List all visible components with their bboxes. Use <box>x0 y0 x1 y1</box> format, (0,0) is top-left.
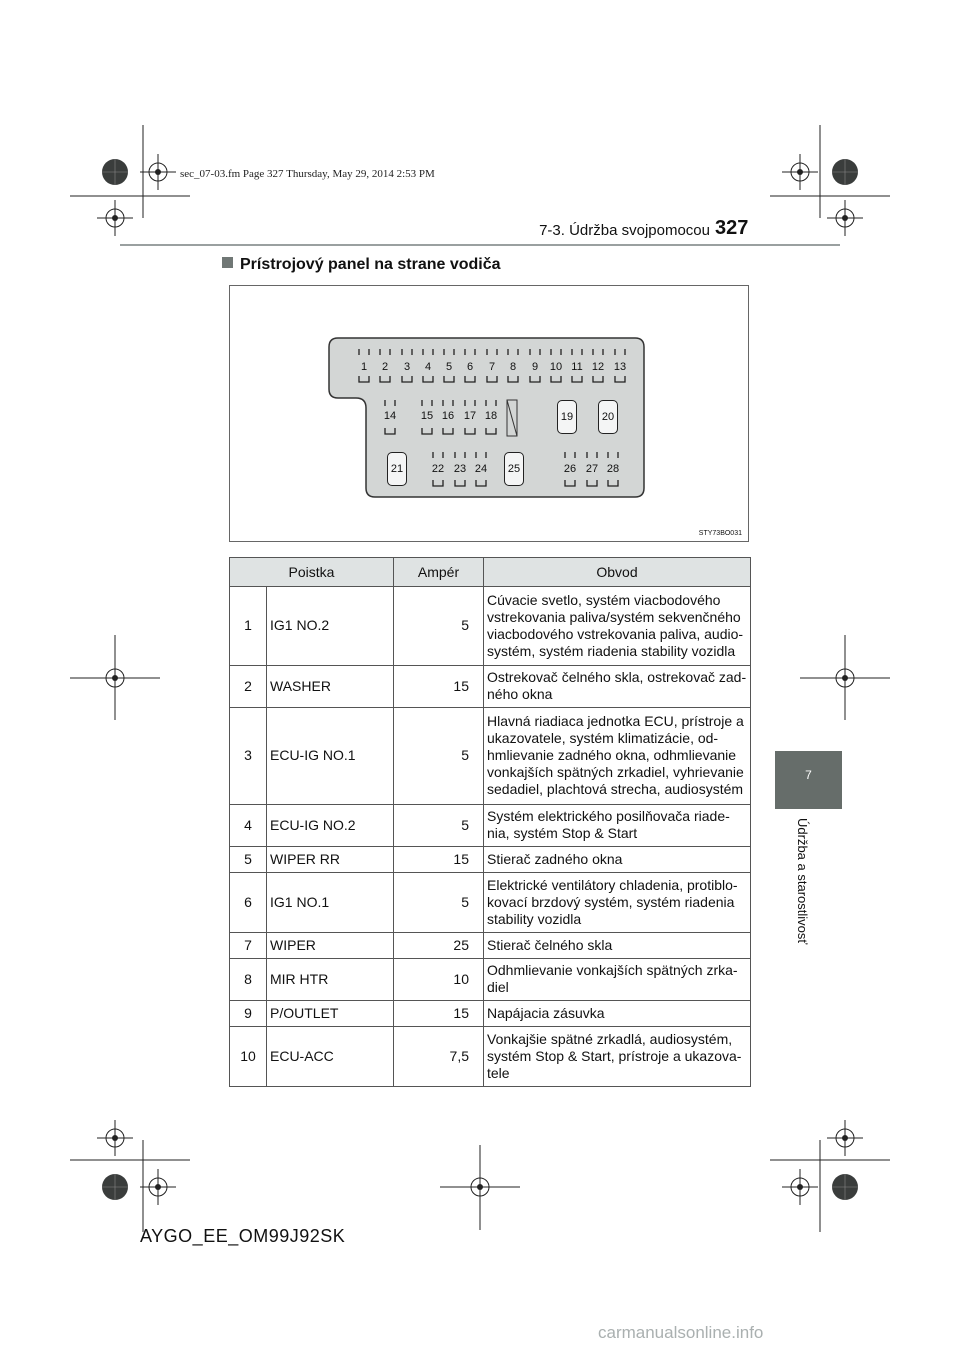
chapter-side-label: Údržba a starostlivosť <box>795 818 810 945</box>
fuse-amp: 25 <box>394 933 484 959</box>
header-circuit: Obvod <box>484 558 751 587</box>
fuse-number: 4 <box>230 805 267 847</box>
fuse-label: 9 <box>531 361 539 373</box>
fuse-label: 27 <box>585 463 599 475</box>
fuse-circuit: Elektrické ventilátory chladenia, protiblo-kovací brzdový systém, systém riadenia stability vozidla <box>484 873 751 933</box>
fuse-circuit: Cúvacie svetlo, systém viacbodového vstrekovania paliva/systém sekvenčného viacbodového vstrekovania paliva, audio-systém, systém riadenia stability vozidla <box>484 587 751 666</box>
fuse-amp: 7,5 <box>394 1027 484 1087</box>
fuse-name: WIPER <box>267 933 394 959</box>
fuse-circuit: Hlavná riadiaca jednotka ECU, prístroje a ukazovatele, systém klimatizácie, od-hmlievanie zadného okna, odhmlievanie vonkajších spätných zrkadiel, vyhrievanie sedadiel, plachtová strecha, audiosystém <box>484 708 751 805</box>
table-row <box>230 805 751 847</box>
fuse-label: 8 <box>509 361 517 373</box>
fuse-label: 10 <box>549 361 563 373</box>
fuse-number: 6 <box>230 873 267 933</box>
diagram-code: STY73BO031 <box>698 530 742 537</box>
chapter-tab-number: 7 <box>805 768 812 782</box>
header-amp: Ampér <box>394 558 484 587</box>
fuse-label: 14 <box>383 410 397 422</box>
table-row <box>230 587 751 666</box>
fuse-amp: 10 <box>394 959 484 1001</box>
fuse-number: 1 <box>230 587 267 666</box>
fuse-label: 16 <box>441 410 455 422</box>
fuse-label: 23 <box>453 463 467 475</box>
square-bullet-icon <box>222 257 233 268</box>
fuse-name: WIPER RR <box>267 847 394 873</box>
fuse-number: 7 <box>230 933 267 959</box>
fuse-large: 25 <box>504 452 524 486</box>
fuse-amp: 5 <box>394 587 484 666</box>
fuse-large: 20 <box>598 400 618 434</box>
table-row <box>230 1027 751 1087</box>
fuse-name: ECU-IG NO.1 <box>267 708 394 805</box>
fuse-label: 15 <box>420 410 434 422</box>
table-row <box>230 1001 751 1027</box>
fuse-circuit: Systém elektrického posilňovača riade-nia, systém Stop & Start <box>484 805 751 847</box>
fuse-label: 28 <box>606 463 620 475</box>
fuse-label: 1 <box>360 361 368 373</box>
fuse-number: 8 <box>230 959 267 1001</box>
fuse-name: MIR HTR <box>267 959 394 1001</box>
fuse-box-diagram <box>229 285 749 542</box>
table-row <box>230 847 751 873</box>
fuse-label: 24 <box>474 463 488 475</box>
table-row <box>230 666 751 708</box>
fuse-circuit: Vonkajšie spätné zrkadlá, audiosystém, systém Stop & Start, prístroje a ukazova-tele <box>484 1027 751 1087</box>
fuse-table <box>229 557 751 1087</box>
fuse-name: ECU-ACC <box>267 1027 394 1087</box>
fuse-number: 2 <box>230 666 267 708</box>
fuse-circuit: Ostrekovač čelného skla, ostrekovač zad-ného okna <box>484 666 751 708</box>
table-row <box>230 708 751 805</box>
fuse-circuit: Stierač zadného okna <box>484 847 751 873</box>
fuse-name: ECU-IG NO.2 <box>267 805 394 847</box>
table-row <box>230 873 751 933</box>
header-fuse: Poistka <box>230 558 394 587</box>
fuse-name: P/OUTLET <box>267 1001 394 1027</box>
fuse-label: 4 <box>424 361 432 373</box>
frame-info: sec_07-03.fm Page 327 Thursday, May 29, 2014 2:53 PM <box>180 168 435 180</box>
fuse-label: 26 <box>563 463 577 475</box>
fuse-number: 3 <box>230 708 267 805</box>
fuse-label: 2 <box>381 361 389 373</box>
header-section-title: 7-3. Údržba svojpomocou <box>539 222 710 239</box>
watermark-link: carmanualsonline.info <box>598 1323 764 1342</box>
fuse-circuit: Napájacia zásuvka <box>484 1001 751 1027</box>
fuse-label: 22 <box>431 463 445 475</box>
fuse-circuit: Odhmlievanie vonkajších spätných zrka-diel <box>484 959 751 1001</box>
section-title-text: Prístrojový panel na strane vodiča <box>240 256 501 273</box>
header-rule <box>120 244 840 246</box>
fuse-label: 18 <box>484 410 498 422</box>
fuse-number: 5 <box>230 847 267 873</box>
fuse-name: IG1 NO.1 <box>267 873 394 933</box>
table-row <box>230 959 751 1001</box>
fuse-label: 13 <box>613 361 627 373</box>
section-title <box>222 256 501 274</box>
document-code: AYGO_EE_OM99J92SK <box>140 1226 346 1246</box>
fuse-large: 21 <box>387 452 407 486</box>
fuse-number: 9 <box>230 1001 267 1027</box>
fuse-label: 12 <box>591 361 605 373</box>
fuse-amp: 5 <box>394 708 484 805</box>
fuse-amp: 5 <box>394 805 484 847</box>
fuse-label: 5 <box>445 361 453 373</box>
table-header-row <box>230 558 751 587</box>
fuse-layer <box>230 286 750 543</box>
fuse-amp: 15 <box>394 847 484 873</box>
table-row <box>230 933 751 959</box>
fuse-label: 6 <box>466 361 474 373</box>
fuse-label: 11 <box>571 361 583 373</box>
fuse-amp: 5 <box>394 873 484 933</box>
fuse-amp: 15 <box>394 1001 484 1027</box>
fuse-amp: 15 <box>394 666 484 708</box>
fuse-circuit: Stierač čelného skla <box>484 933 751 959</box>
fuse-name: IG1 NO.2 <box>267 587 394 666</box>
page-number: 327 <box>715 217 749 239</box>
fuse-large: 19 <box>557 400 577 434</box>
fuse-label: 7 <box>488 361 496 373</box>
fuse-name: WASHER <box>267 666 394 708</box>
fuse-label: 3 <box>403 361 411 373</box>
fuse-label: 17 <box>463 410 477 422</box>
fuse-number: 10 <box>230 1027 267 1087</box>
